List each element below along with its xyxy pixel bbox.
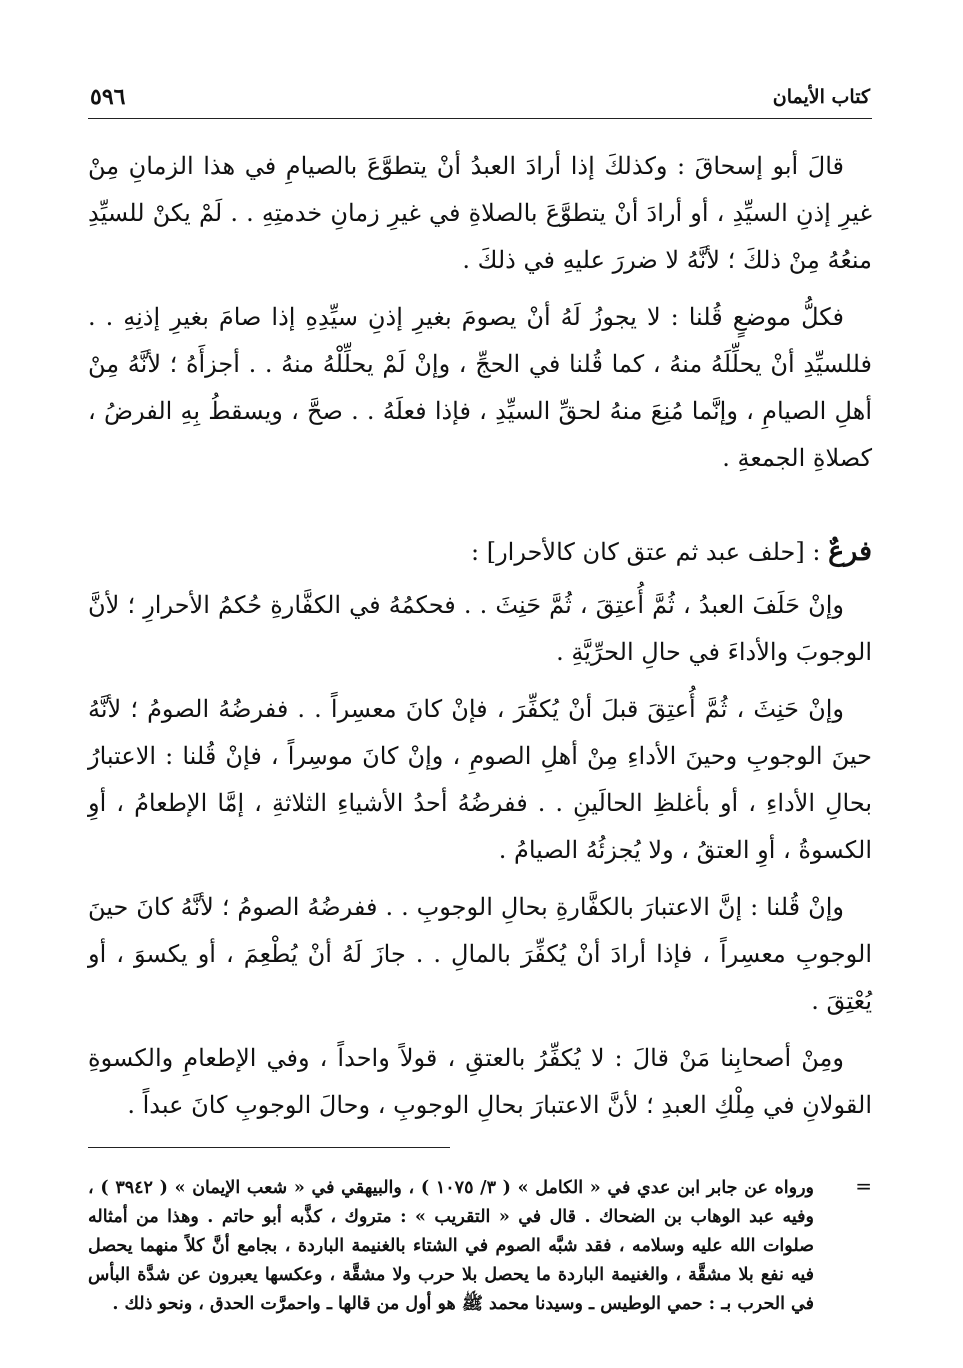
section-spacer bbox=[88, 492, 872, 528]
running-title: كتاب الأيمان bbox=[772, 86, 870, 108]
section-title: : [حلف عبد ثم عتق كان كالأحرار] : bbox=[470, 538, 821, 566]
section-paragraph-2: وإنْ حَنِثَ ، ثُمَّ أُعتِقَ قبلَ أنْ يُكفِّرَ ، فإنْ كانَ معسِراً . . ففرضُهُ الصومُ ؛ لأنَّهُ حينَ الوجوبِ وحينَ الأداءِ مِنْ أهلِ الصومِ ، وإنْ كانَ موسِراً ، فإنْ قُلنا : الاعتبارُ بحالِ الأداءِ ، أو بأغلظِ الحالَينِ . . ففرضُهُ أحدُ الأشياءِ الثلاثةِ ، إمَّا الإطعامُ ، أوِ الكسوةُ ، أوِ العتقُ ، ولا يُجزئُهُ الصيامُ . bbox=[88, 695, 872, 864]
footnote-block bbox=[88, 1174, 872, 1319]
section-label: فرعٌ bbox=[828, 536, 872, 567]
section-paragraph-3: وإنْ قُلنا : إنَّ الاعتبارَ بالكفَّارةِ بحالِ الوجوبِ . . ففرضُهُ الصومُ ؛ لأنَّهُ كانَ حينَ الوجوبِ معسِراً ، فإذا أرادَ أنْ يُكفِّرَ بالمالِ . . جازَ لَهُ أنْ يُطْعِمَ ، أو يكسوَ ، أو يُعْتِقَ . bbox=[88, 893, 872, 1015]
paragraph-1: قالَ أبو إسحاقَ : وكذلكَ إذا أرادَ العبدُ أنْ يتطوَّعَ بالصيامِ في هذا الزمانِ مِنْ غيرِ إذنِ السيِّدِ ، أو أرادَ أنْ يتطوَّعَ بالصلاةِ في غيرِ زمانِ خدمتِهِ . . لَمْ يكنْ للسيِّدِ منعُهُ مِنْ ذلكَ ؛ لأنَّهُ لا ضررَ عليهِ في ذلكَ . bbox=[88, 152, 872, 274]
paragraph-2: فكلُّ موضعٍ قُلنا : لا يجوزُ لَهُ أنْ يصومَ بغيرِ إذنِ سيِّدِهِ إذا صامَ بغيرِ إذنِهِ . . فللسيِّدِ أنْ يحلِّلَهُ منهُ ، كما قُلنا في الحجِّ ، وإنْ لَمْ يحلِّلْهُ منهُ . . أجزأَهُ ؛ لأنَّهُ مِنْ أهلِ الصيامِ ، وإنَّما مُنِعَ منهُ لحقِّ السيِّدِ ، فإذا فعلَهُ . . صحَّ ، ويسقطُ بِهِ الفرضُ ، كصلاةِ الجمعةِ . bbox=[88, 303, 872, 472]
footnote-continuation-mark: = bbox=[855, 1174, 872, 1198]
section-paragraph-4: ومِنْ أصحابِنا مَنْ قالَ : لا يُكفِّرُ بالعتقِ ، قولاً واحداً ، وفي الإطعامِ والكسوةِ القولانِ في مِلْكِ العبدِ ؛ لأنَّ الاعتبارَ بحالِ الوجوبِ ، وحالَ الوجوبِ كانَ عبداً . bbox=[88, 1044, 872, 1119]
section-heading bbox=[88, 528, 872, 576]
main-text bbox=[88, 143, 872, 1129]
running-header bbox=[88, 78, 872, 119]
page-number: ٥٩٦ bbox=[90, 84, 126, 110]
section-paragraph-1: وإنْ حَلَفَ العبدُ ، ثُمَّ أُعتِقَ ، ثُمَّ حَنِثَ . . فحكمُهُ في الكفَّارةِ حُكمُ الأحرارِ ؛ لأنَّ الوجوبَ والأداءَ في حالِ الحرِّيَّةِ . bbox=[88, 591, 872, 666]
footnote-text: ورواه عن جابر ابن عدي في « الكامل » ( ٣/ ١٠٧٥ ) ، والبيهقي في « شعب الإيمان » ( ٣٩٤٢ ) ، وفيه عبد الوهاب بن الضحاك . قال في « التقريب » : متروك ، كذَّبه أبو حاتم . وهذا من أمثاله صلوات الله عليه وسلامه ، فقد شبَّه الصوم في الشتاء بالغنيمة الباردة ، بجامع أنَّ كلاً منهما يحصل فيه نفع بلا مشقَّة ، والغنيمة الباردة ما يحصل بلا حرب ولا مشقَّة ، وعكسها يعبرون عن شدَّة البأس في الحرب بـ : حمي الوطيس ـ وسيدنا محمد ﷺ هو أول من قالها ـ واحمرَّت الحدق ، ونحو ذلك . bbox=[88, 1178, 815, 1314]
book-page bbox=[88, 78, 872, 1319]
footnote-separator-wrap bbox=[88, 1147, 872, 1148]
footnote-separator bbox=[88, 1147, 450, 1148]
